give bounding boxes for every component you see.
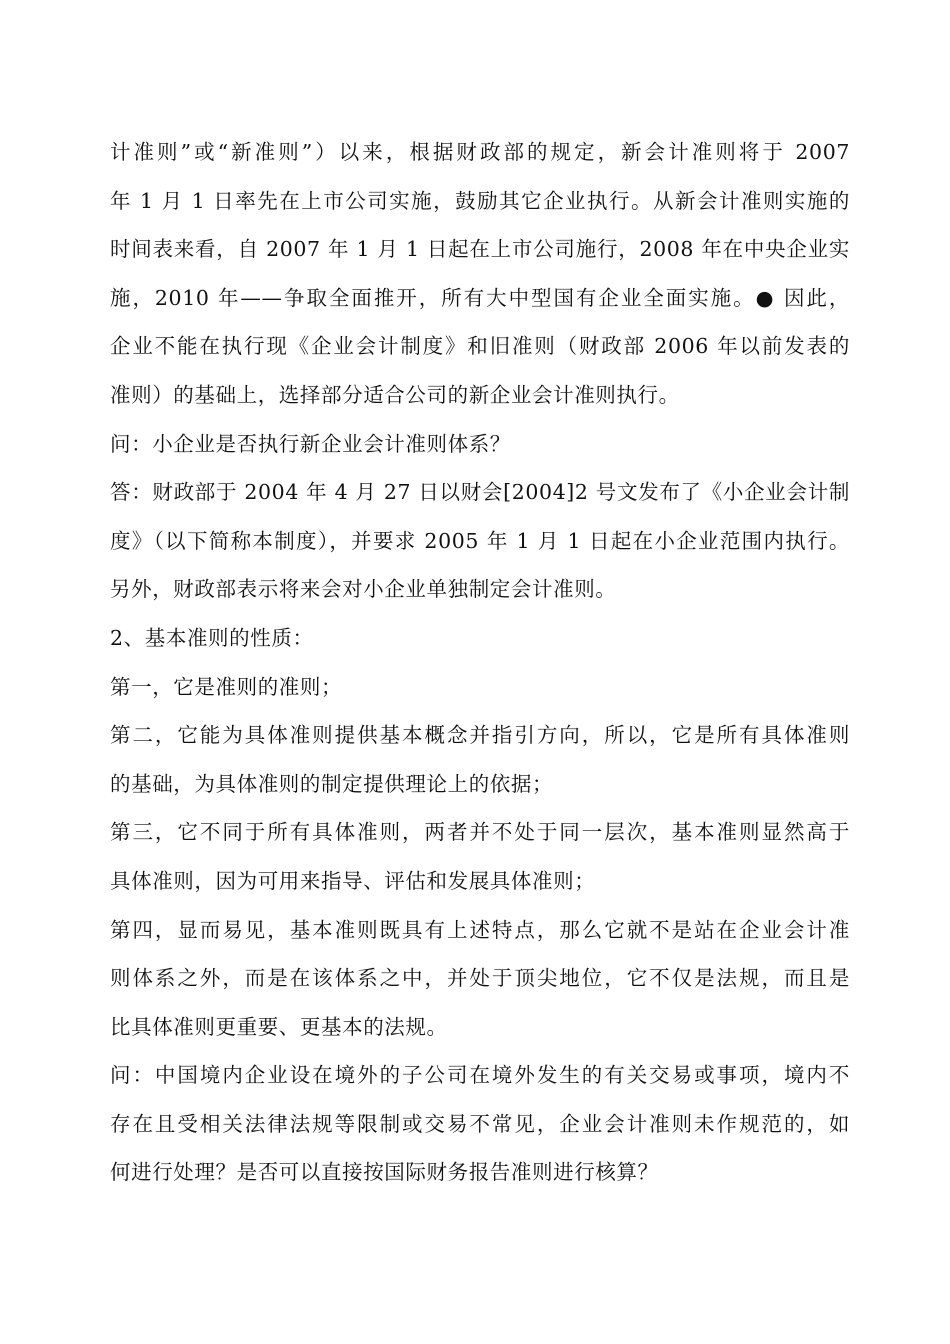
- text-line: 年 1 月 1 日率先在上市公司实施，鼓励其它企业执行。从新会计准则实施的: [110, 188, 850, 213]
- section-heading-basic-standard-nature: [110, 614, 850, 663]
- text-line: 计准则”或“新准则”）以来，根据财政部的规定，新会计准则将于 2007: [110, 140, 850, 164]
- text-line: 比具体准则更重要、更基本的法规。: [110, 1014, 448, 1039]
- text-line: 2、基本准则的性质：: [110, 625, 314, 650]
- text-line: 问：中国境内企业设在境外的子公司在境外发生的有关交易或事项，境内不: [110, 1063, 850, 1088]
- text-line: 存在且受相关法律法规等限制或交易不常见，企业会计准则未作规范的，如: [110, 1111, 850, 1136]
- text-line: 第一，它是准则的准则；: [110, 674, 343, 699]
- paragraph-question-small-enterprise: [110, 420, 850, 469]
- text-line: 第三，它不同于所有具体准则，两者并不处于同一层次，基本准则显然高于: [110, 820, 850, 845]
- text-line: 准则）的基础上，选择部分适合公司的新企业会计准则执行。: [110, 382, 680, 407]
- text-line: 具体准则，因为可用来指导、评估和发展具体准则；: [110, 868, 596, 893]
- text-line: 第四，显而易见，基本准则既具有上述特点，那么它就不是站在企业会计准: [110, 917, 850, 942]
- paragraph-point-3: [110, 808, 850, 905]
- text-line: 的基础，为具体准则的制定提供理论上的依据；: [110, 771, 554, 796]
- document-body: [110, 128, 850, 1197]
- paragraph-point-2: [110, 711, 850, 808]
- text-line: 度》（以下简称本制度），并要求 2005 年 1 月 1 日起在小企业范围内执行。: [110, 528, 850, 553]
- text-line: 另外，财政部表示将来会对小企业单独制定会计准则。: [110, 577, 617, 602]
- text-line: 时间表来看，自 2007 年 1 月 1 日起在上市公司施行，2008 年在中央企业实: [110, 237, 850, 262]
- text-line: 则体系之外，而是在该体系之中，并处于顶尖地位，它不仅是法规，而且是: [110, 966, 850, 991]
- text-line: 施，2010 年——争取全面推开，所有大中型国有企业全面实施。● 因此，: [110, 285, 850, 310]
- text-line: 何进行处理？是否可以直接按国际财务报告准则进行核算？: [110, 1160, 659, 1185]
- text-line: 第二，它能为具体准则提供基本概念并指引方向，所以，它是所有具体准则: [110, 723, 850, 748]
- text-line: 答：财政部于 2004 年 4 月 27 日以财会[2004]2 号文发布了《小企业会计制: [110, 480, 850, 505]
- text-line: 问：小企业是否执行新企业会计准则体系？: [110, 431, 511, 456]
- paragraph-answer-small-enterprise: [110, 468, 850, 614]
- text-line: 企业不能在执行现《企业会计制度》和旧准则（财政部 2006 年以前发表的: [110, 334, 850, 359]
- paragraph-point-1: [110, 663, 850, 712]
- paragraph-intro: [110, 128, 850, 420]
- paragraph-question-overseas-subsidiary: [110, 1051, 850, 1197]
- paragraph-point-4: [110, 906, 850, 1052]
